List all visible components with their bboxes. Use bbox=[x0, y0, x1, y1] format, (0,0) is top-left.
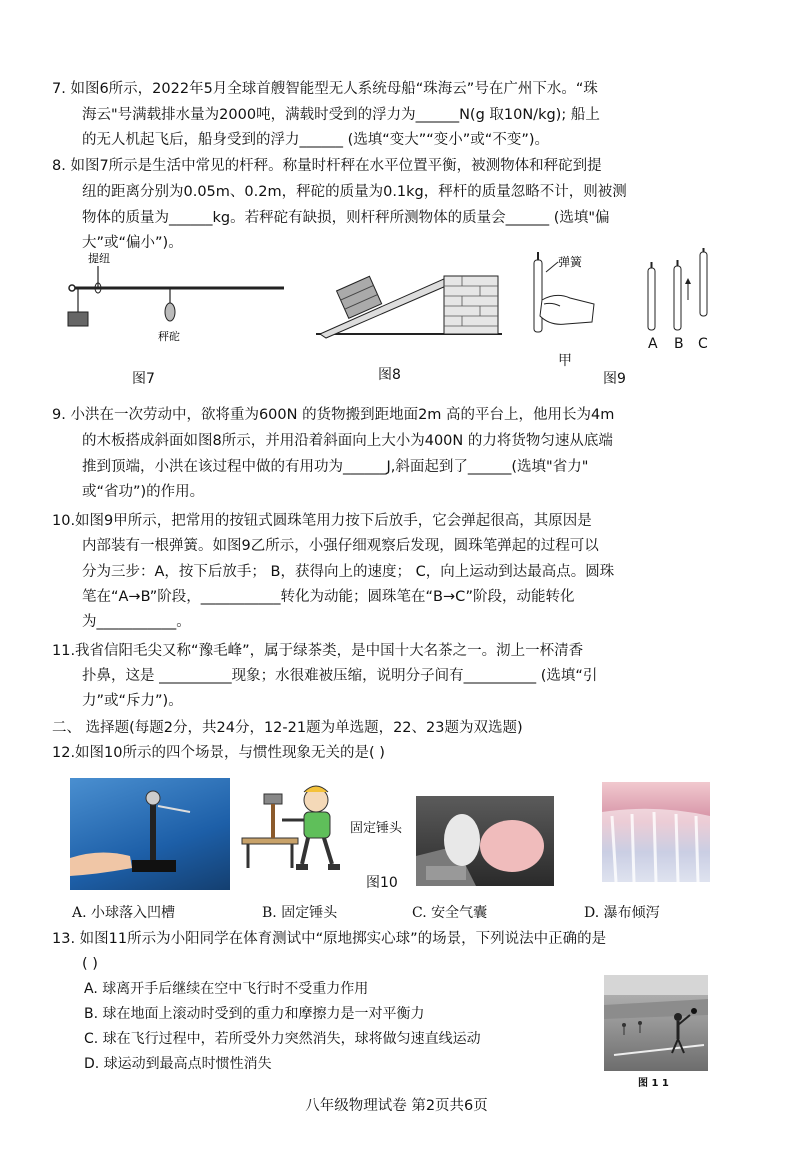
pen-c-label: C bbox=[698, 336, 708, 352]
fig10-caption: 图10 bbox=[366, 875, 398, 891]
q8-line3: 物体的质量为______kg。若秤砣有缺损，则杆秤所测物体的质量会______ (选填"偏 bbox=[82, 210, 610, 226]
q11-line3: 力”或“斥力”)。 bbox=[82, 693, 183, 709]
q12-option-c[interactable]: C. 安全气囊 bbox=[412, 905, 488, 921]
section-heading: 二、 选择题(每题2分，共24分，12-21题为单选题，22、23题为双选题) bbox=[52, 720, 523, 736]
incline-figure bbox=[316, 258, 502, 340]
pen-hand-figure bbox=[522, 252, 602, 338]
q12-option-b[interactable]: B. 固定锤头 bbox=[262, 905, 338, 921]
q8-line4: 大”或“偏小”)。 bbox=[82, 235, 183, 251]
q13-option-c[interactable]: C. 球在飞行过程中，若所受外力突然消失，球将做匀速直线运动 bbox=[84, 1031, 481, 1047]
tiniu-label: 提纽 bbox=[88, 252, 110, 265]
q11-line1: 11.我省信阳毛尖又称“豫毛峰”，属于绿茶类，是中国十大名茶之一。沏上一杯清香 bbox=[52, 643, 584, 659]
fig11-caption: 图 1 1 bbox=[638, 1078, 669, 1089]
q13-line1: 13. 如图11所示为小阳同学在体育测试中“原地掷实心球”的场景，下列说法中正确的是 bbox=[52, 931, 607, 947]
q9-line3: 推到顶端，小洪在该过程中做的有用功为______J,斜面起到了______(选填"省力" bbox=[82, 459, 589, 475]
q10-line3: 分为三步：A，按下后放手； B，获得向上的速度； C，向上运动到达最高点。圆珠 bbox=[82, 564, 615, 580]
q7-line2: 海云"号满载排水量为2000吨，满载时受到的浮力为______N(g 取10N/kg); 船上 bbox=[82, 107, 600, 123]
tanhuang-label: 弹簧 bbox=[558, 255, 583, 269]
fixed-hammer-label: 固定锤头 bbox=[350, 821, 403, 836]
q9-line2: 的木板搭成斜面如图8所示，并用沿着斜面向上大小为400N 的力将货物匀速从底端 bbox=[82, 433, 613, 449]
waterfall-photo bbox=[602, 782, 710, 882]
q7-line3: 的无人机起飞后，船身受到的浮力______ (选填“变大”“变小”或“不变”)。 bbox=[82, 132, 549, 148]
steelyard-figure bbox=[64, 252, 296, 344]
fig7-caption: 图7 bbox=[132, 371, 155, 387]
q12-option-d[interactable]: D. 瀑布倾泻 bbox=[584, 905, 660, 921]
q11-line2: 扑鼻，这是 __________现象；水很难被压缩，说明分子间有__________ (选填“引 bbox=[82, 668, 598, 684]
hammer-cartoon bbox=[238, 780, 350, 872]
q10-line5: 为___________。 bbox=[82, 614, 191, 630]
q13-option-b[interactable]: B. 球在地面上滚动时受到的重力和摩擦力是一对平衡力 bbox=[84, 1006, 425, 1022]
ball-groove-photo bbox=[70, 778, 230, 890]
airbag-photo bbox=[416, 796, 554, 886]
q12-stem: 12.如图10所示的四个场景，与惯性现象无关的是( ) bbox=[52, 745, 385, 761]
jia-label: 甲 bbox=[558, 353, 572, 369]
q10-line1: 10.如图9甲所示，把常用的按钮式圆珠笔用力按下后放手，它会弹起很高，其原因是 bbox=[52, 513, 592, 529]
fig9-caption: 图9 bbox=[603, 371, 626, 387]
fig8-caption: 图8 bbox=[378, 367, 401, 383]
q12-option-a[interactable]: A. 小球落入凹槽 bbox=[72, 905, 176, 921]
three-pens-figure bbox=[642, 248, 718, 334]
q8-line1: 8. 如图7所示是生活中常见的杆秤。称量时杆秤在水平位置平衡，被测物体和秤砣到提 bbox=[52, 158, 602, 174]
q7-line1: 7. 如图6所示，2022年5月全球首艘智能型无人系统母船“珠海云”号在广州下水。“珠 bbox=[52, 81, 598, 97]
page-footer: 八年级物理试卷 第2页共6页 bbox=[305, 1098, 488, 1114]
q9-line1: 9. 小洪在一次劳动中，欲将重为600N 的货物搬到距地面2m 高的平台上，他用长为4m bbox=[52, 407, 615, 423]
q13-line2: ( ) bbox=[82, 956, 98, 972]
q8-line2: 纽的距离分别为0.05m、0.2m，秤砣的质量为0.1kg，秤杆的质量忽略不计，则被测 bbox=[82, 184, 627, 200]
q13-option-d[interactable]: D. 球运动到最高点时惯性消失 bbox=[84, 1056, 272, 1072]
pen-b-label: B bbox=[674, 336, 684, 352]
q10-line4: 笔在“A→B”阶段，___________转化为动能；圆珠笔在“B→C”阶段，动能转化 bbox=[82, 589, 575, 605]
shotput-photo bbox=[604, 975, 708, 1071]
q10-line2: 内部装有一根弹簧。如图9乙所示，小强仔细观察后发现，圆珠笔弹起的过程可以 bbox=[82, 538, 599, 554]
q9-line4: 或“省功”)的作用。 bbox=[82, 484, 205, 500]
q13-option-a[interactable]: A. 球离开手后继续在空中飞行时不受重力作用 bbox=[84, 981, 369, 997]
chengtuo-label: 秤砣 bbox=[158, 330, 180, 343]
pen-a-label: A bbox=[648, 336, 658, 352]
